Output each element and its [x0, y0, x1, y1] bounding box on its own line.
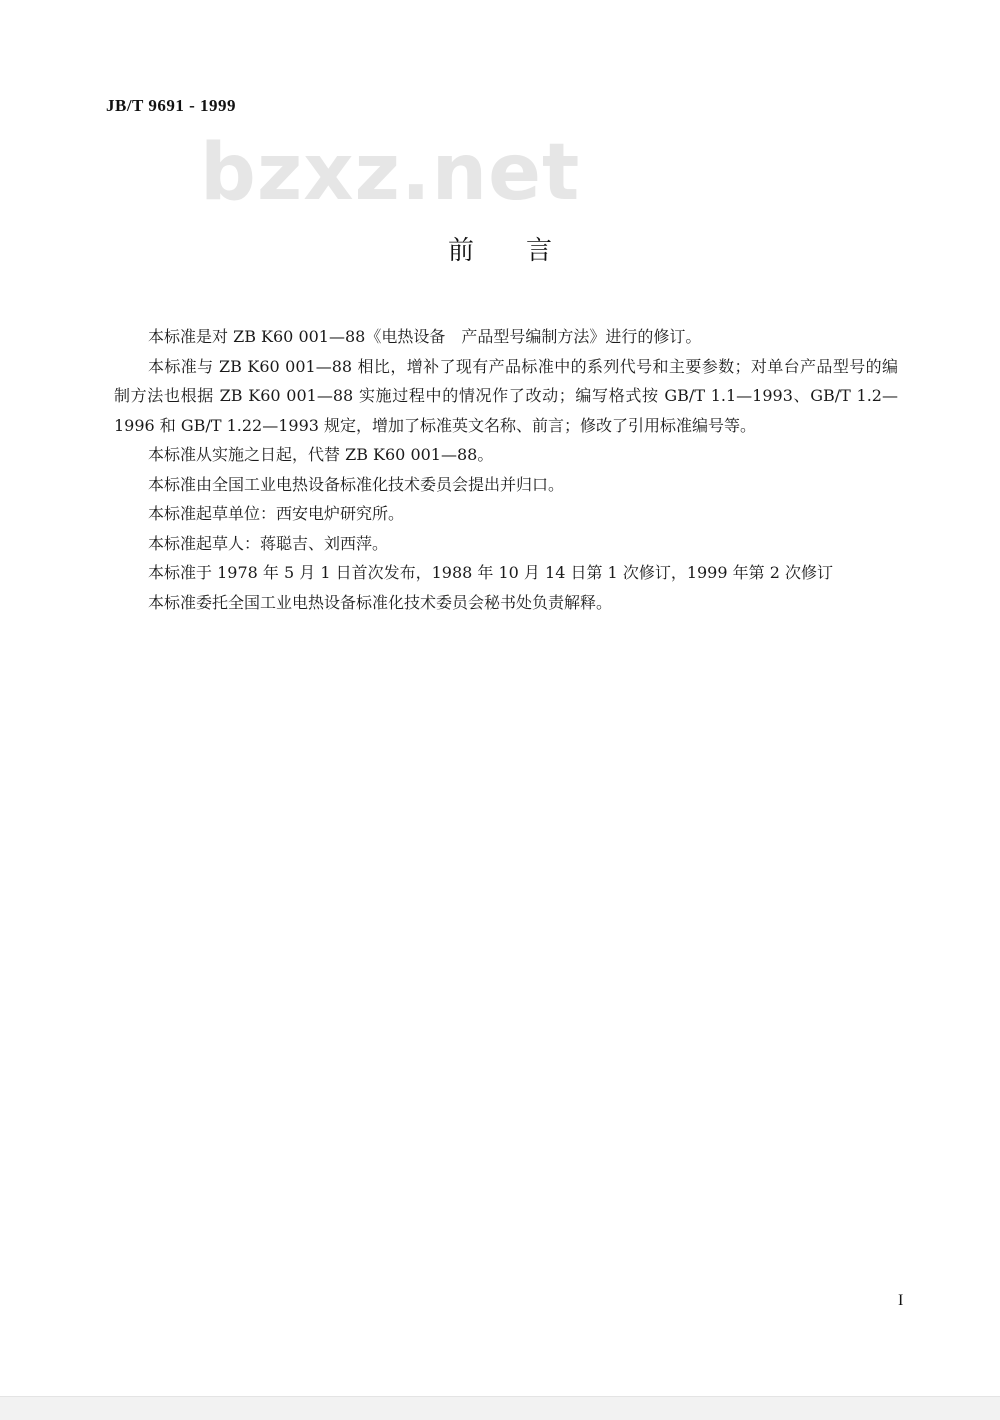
- watermark: bzxz.net: [200, 128, 581, 218]
- standard-code: JB/T 9691 - 1999: [106, 96, 237, 115]
- page-number: I: [898, 1292, 904, 1309]
- paragraph: 本标准起草人：蒋聪吉、刘西萍。: [148, 533, 389, 553]
- paragraph: 本标准于 1978 年 5 月 1 日首次发布，1988 年 10 月 14 日第 1 次修订，1999 年第 2 次修订: [148, 563, 833, 582]
- paragraph: 本标准由全国工业电热设备标准化技术委员会提出并归口。: [148, 474, 565, 494]
- page-title: 前言: [447, 236, 604, 266]
- paragraph: 本标准起草单位：西安电炉研究所。: [148, 504, 405, 523]
- viewer-bottom-edge: [0, 1396, 1000, 1420]
- foreword-body: [114, 322, 898, 617]
- paragraph: 本标准是对 ZB K60 001—88《电热设备 产品型号编制方法》进行的修订。: [148, 327, 702, 346]
- paragraph: 本标准与 ZB K60 001—88 相比，增补了现有产品标准中的系列代号和主要参数；对单台产品型号的编制方法也根据 ZB K60 001—88 实施过程中的情况作了改动；编写格式按 GB/T 1.1—1993、GB/T 1.2—1996 和 GB/T 1.22—1993 规定，增加了标准英文名称、前言；修改了引用标准编号等。: [114, 356, 898, 435]
- paragraph: 本标准从实施之日起，代替 ZB K60 001—88。: [148, 445, 494, 464]
- paragraph: 本标准委托全国工业电热设备标准化技术委员会秘书处负责解释。: [148, 592, 613, 612]
